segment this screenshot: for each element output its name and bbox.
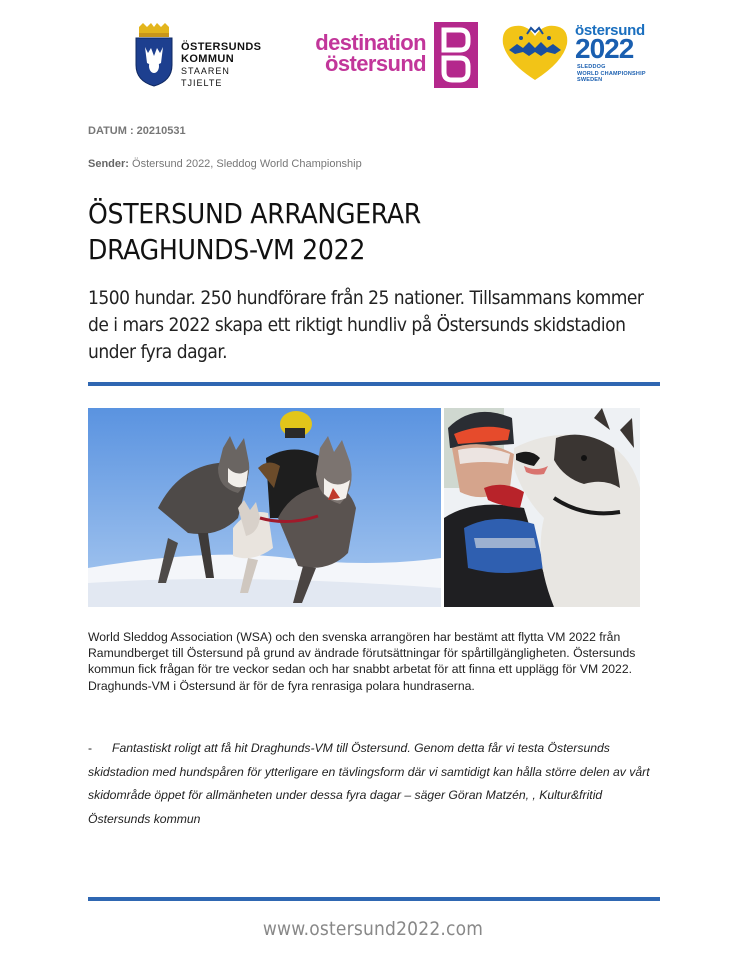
kommun-line2: KOMMUN (181, 53, 235, 65)
sender-value: Östersund 2022, Sleddog World Championship (128, 158, 362, 170)
footer-website-link[interactable]: www.ostersund2022.com (262, 918, 484, 940)
divider-top (88, 382, 660, 386)
event-logo-line3: SLEDDOG (577, 64, 606, 70)
event-logo-year: 2022 (575, 33, 634, 64)
event-logo-line4: WORLD CHAMPIONSHIP (577, 70, 646, 77)
quote-paragraph (88, 737, 660, 831)
destination-mark-icon (434, 22, 478, 88)
divider-bottom (88, 897, 660, 901)
coat-of-arms-icon (133, 23, 175, 87)
sender-label: Sender: (88, 158, 129, 170)
kommun-line3: STAAREN TJIELTE (181, 66, 230, 88)
page-title (88, 196, 648, 268)
musher-with-husky-photo (444, 408, 640, 607)
destination-line2: östersund (325, 51, 426, 76)
destination-line1: destination (315, 30, 426, 55)
sender-line (88, 158, 362, 170)
title-line1: ÖSTERSUND ARRANGERAR (88, 197, 421, 230)
ostersund-2022-logo (499, 20, 659, 88)
title-line2: DRAGHUNDS-VM 2022 (88, 233, 366, 266)
body-paragraph: World Sleddog Association (WSA) och den svenska arrangören har bestämt att flytta VM 2022 från Ramundberget till Östersund på grund av ändrade förutsättningar för spårtillgängligheten. Östersunds kommun fick frågan för tre veckor sedan och har snabbt arbetat för att finna ett upplägg för VM 2022. Draghunds-VM i Östersund är för de fyra renrasiga polara hundraserna. (88, 630, 636, 693)
kommun-line1: ÖSTERSUNDS (181, 41, 262, 53)
event-logo-line1: östersund (575, 22, 645, 39)
destination-ostersund-logo (296, 22, 478, 88)
date-line: DATUM : 20210531 (88, 125, 186, 137)
event-logo-line5: SWEDEN (577, 77, 603, 83)
lead-paragraph: 1500 hundar. 250 hundförare från 25 nationer. Tillsammans kommer de i mars 2022 skapa ett riktigt hundliv på Östersunds skidstadion under fyra dagar. (88, 287, 644, 363)
ostersunds-kommun-logo (133, 23, 273, 89)
quote-dash: - (88, 741, 93, 755)
sleddog-heart-icon (499, 20, 571, 84)
sled-dogs-photo (88, 408, 441, 607)
quote-text: Fantastiskt roligt att få hit Draghunds-VM till Östersund. Genom detta får vi testa Östersunds skidstadion med hundspåren för ytterligare en tävlingsform där vi samtidigt kan hålla större delen av vårt skidområde öppet för allmänheten under dessa fyra dagar – säger Göran Matzén, , Kultur&fritid Östersunds kommun (88, 741, 650, 826)
